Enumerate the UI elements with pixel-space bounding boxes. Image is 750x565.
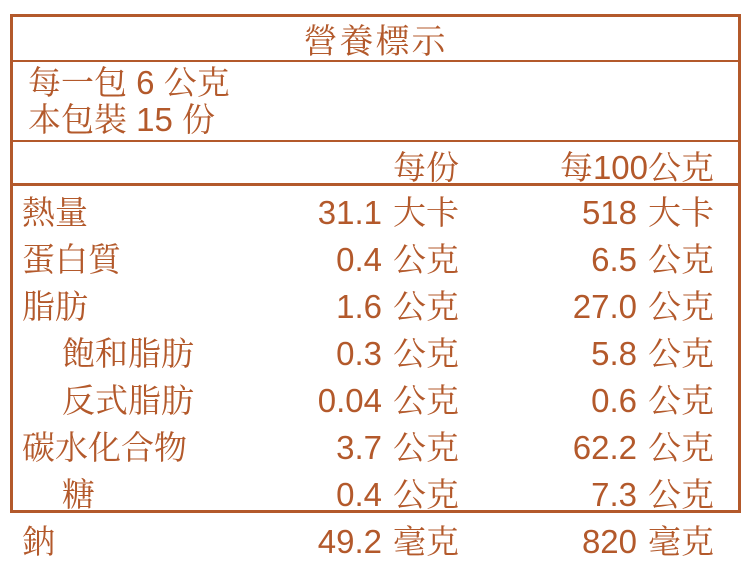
per-100g-value: 7.3 xyxy=(591,476,637,513)
per-100g-unit: 大卡 xyxy=(648,194,714,231)
per-100g-cell xyxy=(459,281,714,328)
per-100g-unit: 公克 xyxy=(648,241,714,278)
nutrient-rows xyxy=(13,186,738,565)
per-100g-cell xyxy=(459,469,714,516)
per-100g-cell xyxy=(459,375,714,422)
per-100g-unit: 公克 xyxy=(648,335,714,372)
nutrient-row xyxy=(13,422,738,469)
servings-per-package-line: 本包裝 15 份 xyxy=(28,101,216,138)
per-serving-value: 3.7 xyxy=(336,429,382,466)
serving-info-section xyxy=(13,62,738,142)
nutrition-label-header xyxy=(13,17,738,62)
nutrient-name: 脂肪 xyxy=(22,288,88,325)
per-serving-unit: 大卡 xyxy=(393,194,459,231)
per-serving-value: 31.1 xyxy=(317,194,382,231)
column-header-row xyxy=(13,142,738,186)
per-serving-unit: 公克 xyxy=(393,241,459,278)
nutrient-name: 反式脂肪 xyxy=(62,382,194,419)
per-100g-value: 62.2 xyxy=(572,429,637,466)
nutrient-row xyxy=(13,281,738,328)
per-100g-cell xyxy=(459,328,714,375)
per-100g-value: 0.6 xyxy=(591,382,637,419)
per-100g-unit: 公克 xyxy=(648,288,714,325)
per-100g-value: 5.8 xyxy=(591,335,637,372)
nutrient-row xyxy=(13,375,738,422)
per-100g-value: 820 xyxy=(581,523,637,560)
column-header-per-100g: 每100公克 xyxy=(559,149,714,186)
per-100g-value: 6.5 xyxy=(591,241,637,278)
nutrient-name: 糖 xyxy=(62,476,95,513)
per-serving-cell xyxy=(279,422,459,469)
per-serving-cell xyxy=(279,187,459,234)
per-serving-unit: 毫克 xyxy=(393,523,459,560)
per-100g-value: 27.0 xyxy=(572,288,637,325)
per-serving-value: 49.2 xyxy=(317,523,382,560)
per-100g-unit: 公克 xyxy=(648,382,714,419)
per-serving-value: 0.4 xyxy=(336,241,382,278)
per-100g-value: 518 xyxy=(581,194,637,231)
per-100g-cell xyxy=(459,187,714,234)
per-serving-cell xyxy=(279,281,459,328)
nutrient-row xyxy=(13,516,738,563)
nutrition-label xyxy=(10,14,741,560)
per-100g-unit: 公克 xyxy=(648,476,714,513)
per-serving-unit: 公克 xyxy=(393,476,459,513)
nutrient-row xyxy=(13,187,738,234)
nutrient-name: 飽和脂肪 xyxy=(62,335,194,372)
column-header-per-serving: 每份 xyxy=(393,149,459,186)
per-serving-cell xyxy=(279,234,459,281)
nutrient-name: 熱量 xyxy=(22,194,88,231)
per-serving-unit: 公克 xyxy=(393,288,459,325)
per-100g-cell xyxy=(459,234,714,281)
per-serving-unit: 公克 xyxy=(393,335,459,372)
serving-size-line: 每一包 6 公克 xyxy=(28,64,230,101)
nutrient-row xyxy=(13,469,738,516)
per-serving-unit: 公克 xyxy=(393,382,459,419)
per-serving-value: 0.04 xyxy=(317,382,382,419)
per-100g-unit: 公克 xyxy=(648,429,714,466)
per-100g-unit: 毫克 xyxy=(648,523,714,560)
per-serving-cell xyxy=(279,375,459,422)
nutrient-row xyxy=(13,328,738,375)
per-serving-cell xyxy=(279,328,459,375)
per-serving-value: 1.6 xyxy=(336,288,382,325)
per-serving-cell xyxy=(279,516,459,563)
per-serving-value: 0.3 xyxy=(336,335,382,372)
nutrient-name: 蛋白質 xyxy=(22,241,121,278)
nutrient-name: 碳水化合物 xyxy=(22,429,187,466)
per-100g-cell xyxy=(459,422,714,469)
nutrient-name: 鈉 xyxy=(22,523,55,560)
per-serving-cell xyxy=(279,469,459,516)
nutrition-label-title: 營養標示 xyxy=(303,23,448,61)
per-100g-cell xyxy=(459,516,714,563)
nutrient-row xyxy=(13,234,738,281)
per-serving-unit: 公克 xyxy=(393,429,459,466)
per-serving-value: 0.4 xyxy=(336,476,382,513)
